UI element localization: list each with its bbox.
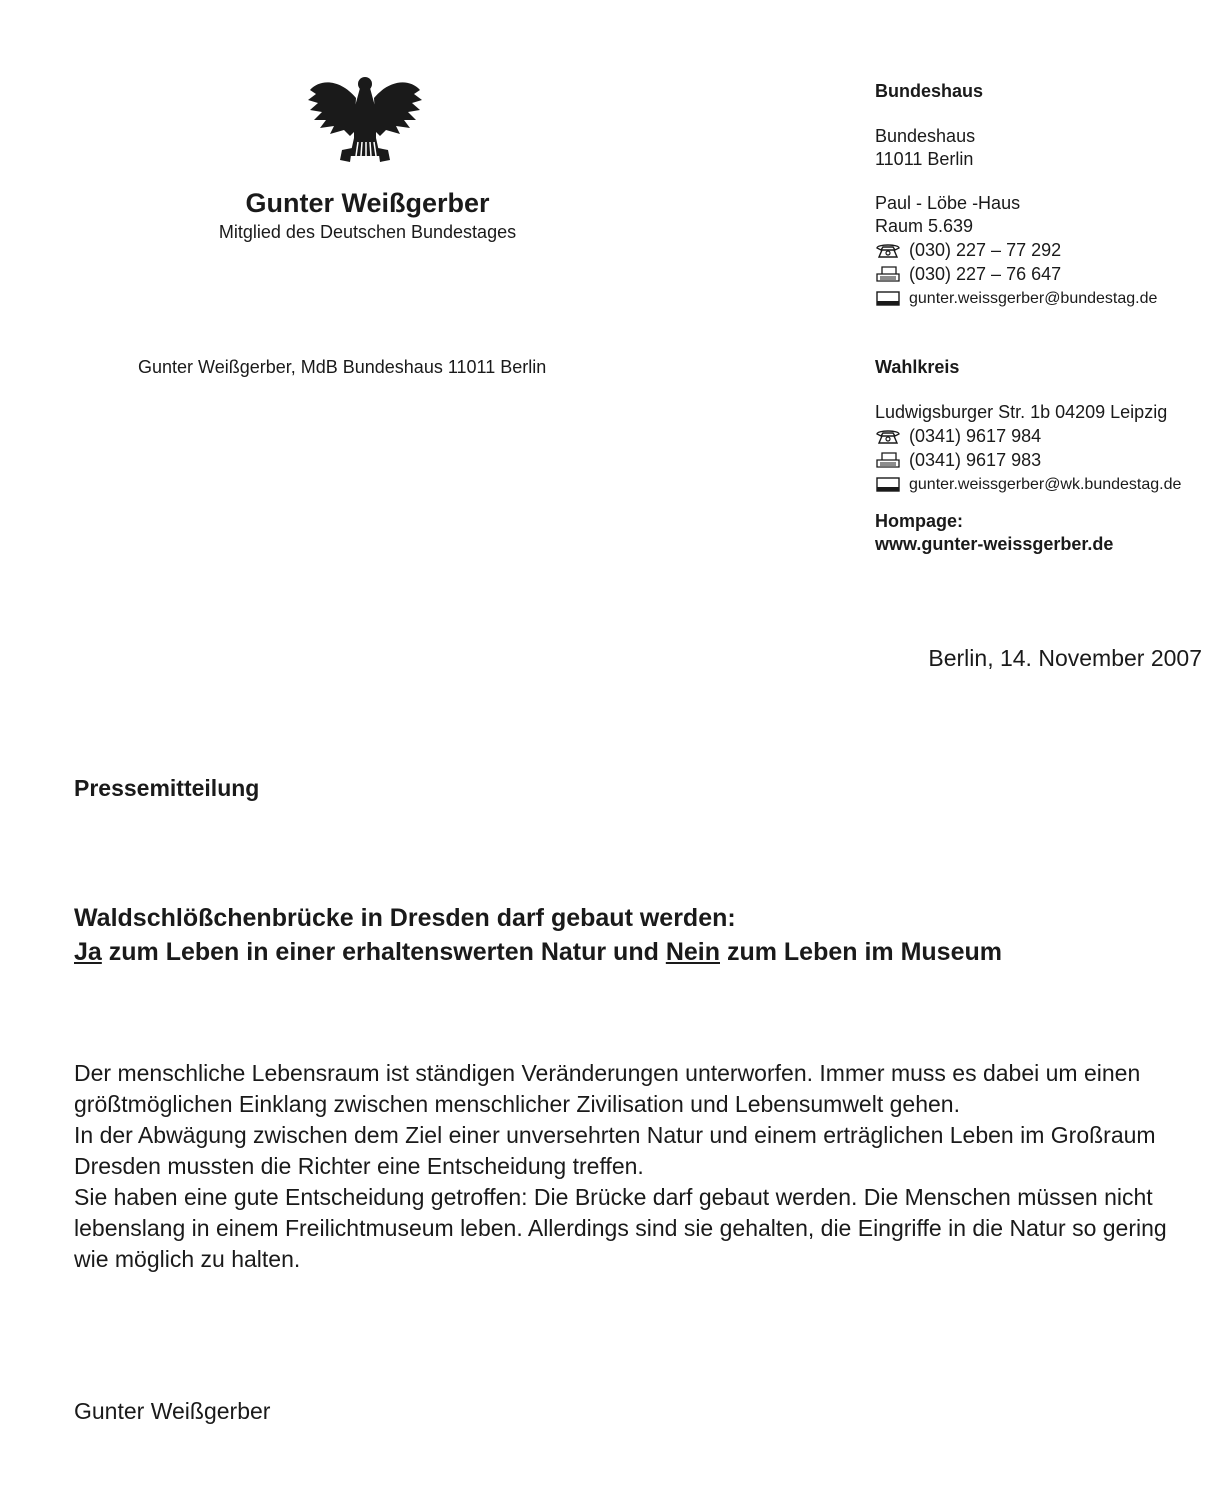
fax-icon: [875, 266, 901, 282]
telephone-icon: [875, 242, 901, 258]
bundeshaus-fax: (030) 227 – 76 647: [909, 263, 1062, 284]
wahlkreis-fax: (0341) 9617 983: [909, 449, 1042, 470]
bundeshaus-room: Raum 5.639: [875, 216, 974, 236]
headline-line2: [74, 935, 1002, 969]
bundestag-eagle-logo: [306, 70, 424, 166]
wahlkreis-block: [875, 356, 1181, 556]
body-paragraph-2: In der Abwägung zwischen dem Ziel einer unversehrten Natur und einem erträglichen Leben im Großraum Dresden mussten die Richter eine Entscheidung treffen.: [74, 1122, 1156, 1179]
sender-title: Mitglied des Deutschen Bundestages: [218, 222, 517, 242]
bundeshaus-phone: (030) 227 – 77 292: [909, 239, 1062, 260]
wahlkreis-email[interactable]: gunter.weissgerber@wk.bundestag.de: [909, 475, 1182, 493]
sender-name: Gunter Weißgerber: [245, 188, 490, 218]
return-address: Gunter Weißgerber, MdB Bundeshaus 11011 Berlin: [138, 357, 547, 377]
letter-date: Berlin, 14. November 2007: [928, 645, 1202, 671]
wahlkreis-phone-row: [875, 424, 1181, 448]
signature: Gunter Weißgerber: [74, 1398, 271, 1424]
homepage-url[interactable]: www.gunter-weissgerber.de: [875, 534, 1114, 554]
document-type: Pressemitteilung: [74, 775, 260, 801]
bundeshaus-line1: Bundeshaus: [875, 126, 976, 146]
headline-line1: Waldschlößchenbrücke in Dresden darf gebaut werden:: [74, 904, 736, 932]
bundeshaus-email[interactable]: gunter.weissgerber@bundestag.de: [909, 289, 1158, 307]
headline-mid: zum Leben in einer erhaltenswerten Natur und: [101, 938, 666, 966]
headline-end: zum Leben im Museum: [720, 938, 1002, 966]
headline: [74, 901, 1002, 969]
bundeshaus-fax-row: [875, 262, 1157, 286]
wahlkreis-phone: (0341) 9617 984: [909, 425, 1042, 446]
bundeshaus-line2: 11011 Berlin: [875, 149, 974, 169]
wahlkreis-address: Ludwigsburger Str. 1b 04209 Leipzig: [875, 402, 1168, 422]
body-paragraph-1: Der menschliche Lebensraum ist ständigen Veränderungen unterworfen. Immer muss es dabei um einen größtmöglichen Einklang zwischen menschlicher Zivilisation und Lebensumwelt gehen.: [74, 1060, 1141, 1117]
headline-nein: Nein: [665, 938, 720, 966]
email-icon: [875, 290, 901, 306]
wahlkreis-email-row: [875, 472, 1181, 496]
bundeshaus-phone-row: [875, 238, 1157, 262]
bundeshaus-block: [875, 80, 1157, 310]
bundeshaus-heading: Bundeshaus: [875, 81, 984, 101]
email-icon: [875, 476, 901, 492]
fax-icon: [875, 452, 901, 468]
headline-ja: Ja: [74, 938, 102, 966]
body-text: [74, 1058, 1194, 1275]
bundeshaus-email-row: [875, 286, 1157, 310]
bundeshaus-building: Paul - Löbe -Haus: [875, 193, 1021, 213]
wahlkreis-fax-row: [875, 448, 1181, 472]
telephone-icon: [875, 428, 901, 444]
wahlkreis-heading: Wahlkreis: [875, 357, 960, 377]
body-paragraph-3: Sie haben eine gute Entscheidung getroffen: Die Brücke darf gebaut werden. Die Menschen müssen nicht lebenslang in einem Freilichtmuseum leben. Allerdings sind sie gehalten, die Eingriffe in die Natur so gering wie möglich zu halten.: [74, 1184, 1167, 1272]
homepage-label: Hompage:: [875, 511, 964, 531]
